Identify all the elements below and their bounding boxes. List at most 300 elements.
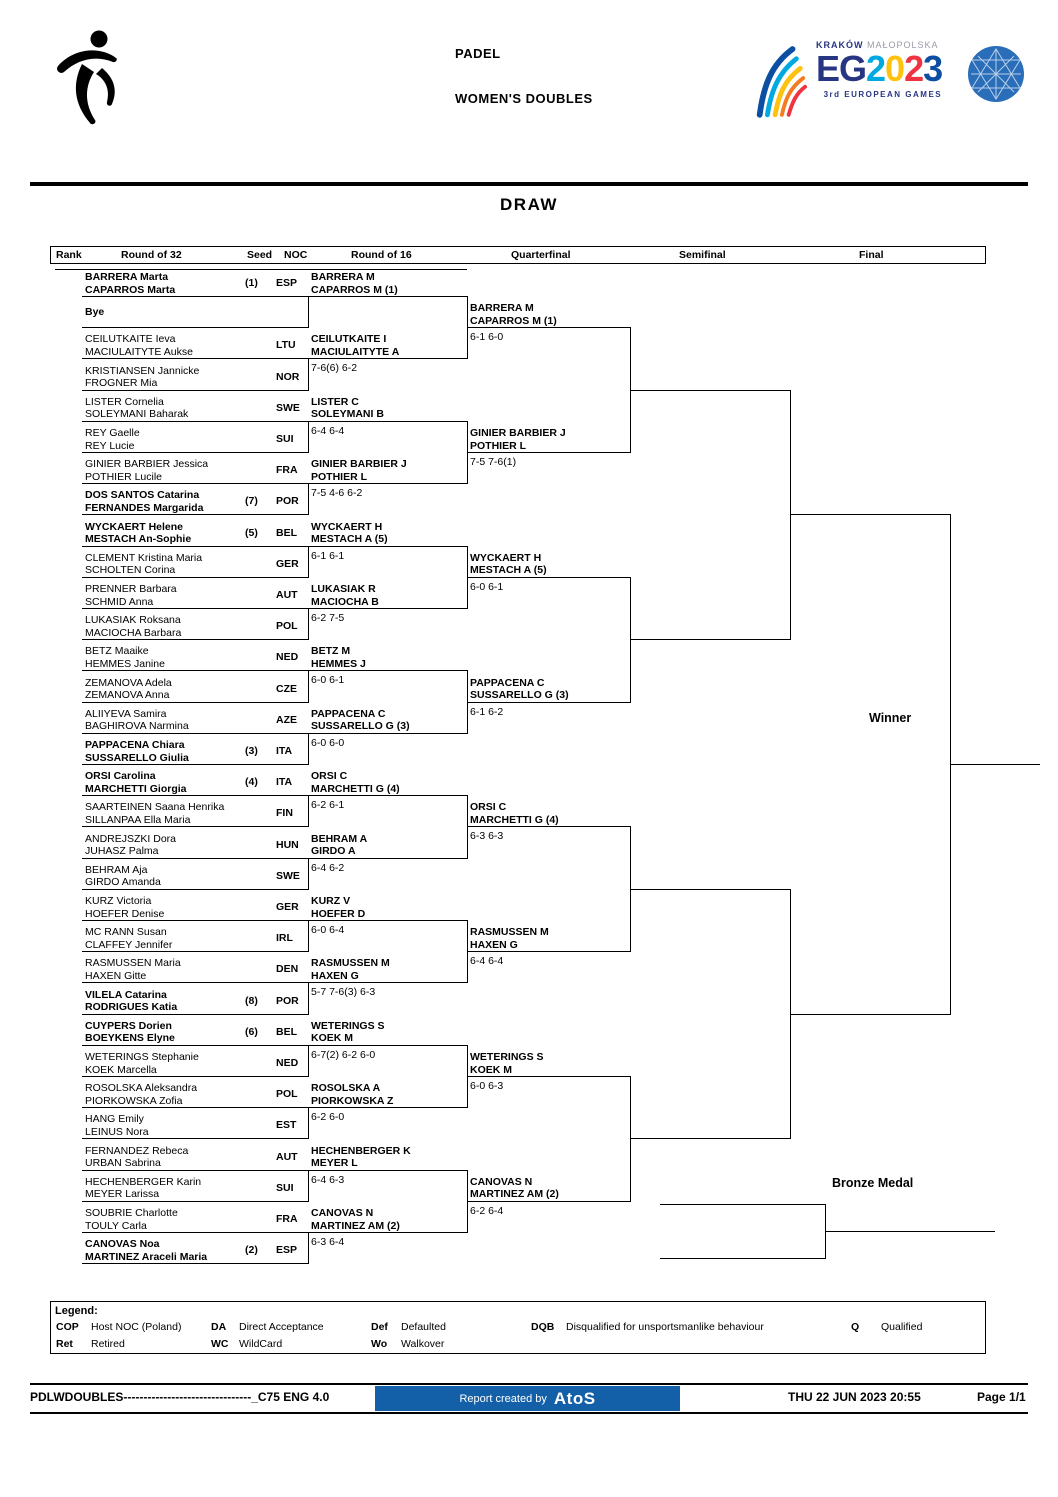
- r32-team-player2: POTHIER Lucile: [85, 470, 163, 483]
- r16-score: 6-2 7-5: [311, 612, 345, 624]
- noc-label: DEN: [276, 963, 299, 976]
- noc-label: SWE: [276, 401, 300, 414]
- noc-label: HUN: [276, 838, 299, 851]
- r32-team-player1: KRISTIANSEN Jannicke: [85, 364, 200, 377]
- r32-team-player2: BAGHIROVA Narmina: [85, 720, 189, 733]
- r16-team-player2: SUSSARELLO G (3): [311, 720, 410, 733]
- r16-score: 6-4 6-4: [311, 424, 345, 437]
- legend-abbr-cop: COP: [56, 1321, 79, 1333]
- seed-label: (2): [245, 1244, 258, 1257]
- r32-team-player2: MARCHETTI Giorgia: [85, 782, 187, 795]
- noc-label: SUI: [276, 433, 294, 445]
- col-header-final: Final: [859, 249, 884, 261]
- r32-slot-line: [82, 577, 308, 578]
- r32-team-player1: LUKASIAK Roksana: [85, 614, 181, 627]
- r32-team-player1: BETZ Maaike: [85, 645, 149, 658]
- qf-score: 6-0 6-1: [470, 580, 504, 593]
- r16-score: 6-3 6-4: [311, 1236, 345, 1248]
- header-rule: [30, 182, 1028, 186]
- r16-team-player1: HECHENBERGER K: [311, 1144, 411, 1157]
- r32-slot-line: [82, 889, 308, 890]
- r32-slot-line: [82, 483, 308, 484]
- r32-slot-line: [82, 1138, 308, 1139]
- r32-slot-line: [82, 1263, 308, 1264]
- qf-connector: [630, 327, 631, 453]
- sf-connector: [790, 889, 791, 1140]
- seed-label: (5): [245, 526, 258, 539]
- r32-slot-line: [82, 858, 308, 859]
- r32-team-player2: BOEYKENS Elyne: [85, 1032, 175, 1045]
- r32-slot-line: [82, 514, 308, 515]
- r16-score: 7-6(6) 6-2: [311, 362, 358, 375]
- r16-slot-line: [308, 982, 467, 983]
- r16-score: 6-0 6-1: [311, 674, 345, 687]
- r16-team-player1: ORSI C: [311, 770, 348, 783]
- r16-team-player1: WYCKAERT H: [311, 520, 383, 533]
- legend-abbr-def: Def: [371, 1321, 388, 1333]
- r32-team-player1: PRENNER Barbara: [85, 583, 177, 595]
- r32-slot-line: [82, 826, 308, 827]
- page-title: DRAW: [500, 195, 558, 214]
- legend-box: [50, 1301, 986, 1354]
- report-datetime: THU 22 JUN 2023 20:55: [788, 1390, 921, 1404]
- r16-team-player2: MESTACH A (5): [311, 533, 388, 546]
- r32-team-player1: DOS SANTOS Catarina: [85, 489, 200, 502]
- r32-team-player1: CANOVAS Noa: [85, 1238, 160, 1251]
- r32-slot-line: [82, 639, 308, 640]
- legend-text-q: Qualified: [881, 1321, 923, 1333]
- column-header-bar: [50, 246, 986, 264]
- col-header-rank: Rank: [56, 249, 82, 261]
- r16-connector: [467, 920, 468, 983]
- r32-team-player1: GINIER BARBIER Jessica: [85, 458, 209, 471]
- footer-rule-bottom: [30, 1412, 1028, 1414]
- r16-connector: [467, 1045, 468, 1108]
- bronze-winner-line: [825, 1231, 995, 1232]
- r32-team-player1: MC RANN Susan: [85, 926, 167, 939]
- r16-team-player2: MACIOCHA B: [311, 595, 379, 608]
- r32-connector: [308, 982, 309, 1014]
- bye-label: Bye: [85, 306, 105, 319]
- r16-team-player1: ROSOLSKA A: [311, 1082, 381, 1095]
- sf-slot-line: [630, 1138, 790, 1139]
- noc-label: ESP: [276, 277, 298, 289]
- col-header-semifinal: Semifinal: [679, 249, 726, 261]
- noc-label: BEL: [276, 1025, 297, 1038]
- sf-slot-line: [630, 639, 790, 640]
- r16-team-player2: CAPARROS M (1): [311, 283, 398, 296]
- qf-team-player1: WETERINGS S: [470, 1051, 544, 1063]
- athlete-pictogram-icon: [52, 28, 130, 128]
- qf-team-player2: HAXEN G: [470, 938, 518, 951]
- r32-team-player1: VILELA Catarina: [85, 988, 167, 1001]
- qf-slot-line: [467, 951, 630, 952]
- noc-label: AZE: [276, 713, 297, 726]
- r16-team-player2: MARTINEZ AM (2): [311, 1219, 400, 1232]
- eg-city: KRAKÓW: [816, 40, 864, 50]
- r32-team-player2: SCHMID Anna: [85, 595, 154, 608]
- r32-connector: [308, 608, 309, 640]
- report-credit-label: Report created by: [459, 1392, 547, 1405]
- qf-team-player1: CANOVAS N: [470, 1175, 533, 1188]
- noc-label: POR: [276, 495, 299, 508]
- r16-team-player1: BETZ M: [311, 645, 351, 658]
- r32-connector: [308, 795, 309, 827]
- legend-abbr-da: DA: [211, 1321, 227, 1333]
- r32-slot-line: [82, 920, 308, 921]
- r16-team-player2: HEMMES J: [311, 657, 366, 670]
- r16-team-player1: LISTER C: [311, 395, 359, 408]
- legend-text-def: Defaulted: [401, 1321, 446, 1333]
- qf-team-player2: POTHIER L: [470, 439, 527, 452]
- r16-slot-line: [308, 670, 467, 671]
- r32-team-player2: GIRDO Amanda: [85, 876, 161, 889]
- r16-score: 6-4 6-2: [311, 861, 345, 874]
- winner-line: [950, 764, 1040, 765]
- legend-abbr-ret: Ret: [56, 1338, 73, 1350]
- legend-text-ret: Retired: [91, 1338, 125, 1350]
- r32-team-player2: MESTACH An-Sophie: [85, 533, 192, 546]
- col-header-noc: NOC: [284, 249, 308, 261]
- noc-label: FIN: [276, 807, 293, 820]
- eg2023-wordmark: [816, 40, 942, 99]
- qf-team-player2: KOEK M: [470, 1063, 512, 1076]
- qf-slot-line: [467, 327, 630, 328]
- r32-slot-line: [82, 327, 308, 328]
- seed-label: (8): [245, 994, 258, 1007]
- r16-slot-line: [308, 920, 467, 921]
- r32-team-player1: LISTER Cornelia: [85, 395, 164, 408]
- doc-version: _C75 ENG 4.0: [251, 1390, 330, 1404]
- r16-slot-line: [308, 858, 467, 859]
- seed-label: (3): [245, 745, 258, 757]
- r32-team-player2: CAPARROS Marta: [85, 283, 176, 296]
- r32-team-player2: MACIOCHA Barbara: [85, 626, 182, 639]
- r32-team-player2: LEINUS Nora: [85, 1125, 149, 1138]
- qf-slot-line: [467, 826, 630, 827]
- eg2023-logo: [750, 40, 942, 120]
- qf-score: 6-2 6-4: [470, 1204, 504, 1217]
- r32-connector: [308, 858, 309, 890]
- r32-team-player1: HANG Emily: [85, 1113, 144, 1126]
- european-games-pictogram: [52, 28, 130, 133]
- r32-slot-line: [82, 296, 308, 297]
- noc-label: EST: [276, 1119, 297, 1132]
- r16-score: 6-4 6-3: [311, 1173, 345, 1186]
- r16-team-player1: KURZ V: [311, 895, 351, 907]
- noc-label: ESP: [276, 1244, 298, 1257]
- qf-team-player2: CAPARROS M (1): [470, 314, 557, 327]
- r32-team-player1: ANDREJSZKI Dora: [85, 832, 177, 845]
- r32-team-player1: ZEMANOVA Adela: [85, 676, 172, 689]
- qf-score: 6-1 6-2: [470, 705, 504, 718]
- noc-label: POL: [276, 1088, 298, 1101]
- r32-slot-line: [82, 1201, 308, 1202]
- legend-text-wo: Walkover: [401, 1338, 445, 1350]
- r32-team-player2: MARTINEZ Araceli Maria: [85, 1250, 208, 1263]
- r32-team-player1: WYCKAERT Helene: [85, 520, 184, 533]
- r32-connector: [308, 1107, 309, 1139]
- r16-team-player1: CEILUTKAITE I: [311, 333, 387, 346]
- legend-abbr-wo: Wo: [371, 1338, 388, 1350]
- event-title: WOMEN'S DOUBLES: [455, 91, 593, 106]
- r32-team-player2: JUHASZ Palma: [85, 845, 159, 858]
- r16-team-player2: MACIULAITYTE A: [311, 345, 400, 358]
- r32-team-player2: ZEMANOVA Anna: [85, 689, 170, 702]
- r16-team-player2: MEYER L: [311, 1157, 358, 1170]
- r16-team-player1: BARRERA M: [311, 271, 375, 283]
- r32-team-player2: URBAN Sabrina: [85, 1157, 161, 1170]
- r32-slot-line: [82, 702, 308, 703]
- r16-slot-line: [308, 608, 467, 609]
- r32-slot-line: [82, 982, 308, 983]
- report-credit-bar: [375, 1386, 680, 1411]
- r32-slot-line: [82, 1045, 308, 1046]
- noc-label: SUI: [276, 1181, 294, 1194]
- qf-slot-line: [467, 1076, 630, 1077]
- r16-team-player1: LUKASIAK R: [311, 583, 376, 595]
- r32-team-player1: WETERINGS Stephanie: [85, 1051, 199, 1063]
- r32-team-player2: FERNANDES Margarida: [85, 501, 204, 514]
- r32-team-player2: HOEFER Denise: [85, 907, 165, 920]
- r32-team-player1: ORSI Carolina: [85, 770, 156, 783]
- col-header-quarterfinal: Quarterfinal: [511, 249, 571, 261]
- r32-team-player2: CLAFFEY Jennifer: [85, 938, 173, 951]
- r32-slot-line: [82, 546, 308, 547]
- r32-team-player2: SCHOLTEN Corina: [85, 564, 176, 577]
- qf-score: 6-4 6-4: [470, 955, 504, 968]
- r32-team-player2: TOULY Carla: [85, 1219, 147, 1232]
- noc-label: IRL: [276, 932, 293, 945]
- r32-team-player1: SAARTEINEN Saana Henrika: [85, 801, 225, 814]
- noc-label: POR: [276, 994, 299, 1007]
- r16-slot-line: [308, 296, 467, 297]
- r16-slot-line: [308, 546, 467, 547]
- legend-title: Legend:: [55, 1305, 98, 1317]
- qf-slot-line: [467, 577, 630, 578]
- noc-label: NED: [276, 651, 299, 664]
- noc-label: AUT: [276, 1150, 298, 1163]
- r32-slot-line: [82, 1107, 308, 1108]
- r32-slot-line: [82, 608, 308, 609]
- r32-team-player2: FROGNER Mia: [85, 377, 158, 390]
- footer-rule-top: [30, 1383, 1028, 1385]
- r32-team-player1: REY Gaelle: [85, 427, 140, 439]
- noc-label: CZE: [276, 682, 297, 695]
- r16-score: 6-2 6-1: [311, 799, 345, 812]
- r32-team-player2: SUSSARELLO Giulia: [85, 751, 189, 764]
- r32-slot-line: [82, 1170, 308, 1171]
- eoc-logo: [967, 45, 1025, 108]
- qf-team-player2: MESTACH A (5): [470, 564, 547, 577]
- doc-dashes: --------------------------------: [123, 1390, 252, 1404]
- r16-connector: [467, 546, 468, 609]
- legend-abbr-dqb: DQB: [531, 1321, 555, 1333]
- r32-slot-line: [82, 951, 308, 952]
- r16-team-player2: GIRDO A: [311, 845, 356, 858]
- r32-team-player1: CEILUTKAITE Ieva: [85, 333, 176, 346]
- bronze-medal-label: Bronze Medal: [832, 1176, 914, 1190]
- qf-score: 6-0 6-3: [470, 1080, 504, 1092]
- qf-score: 6-3 6-3: [470, 830, 504, 843]
- seed-label: (7): [245, 495, 258, 508]
- r32-connector: [308, 1170, 309, 1202]
- r16-score: 6-0 6-0: [311, 736, 345, 749]
- noc-label: AUT: [276, 589, 298, 601]
- eoc-globe-icon: [967, 45, 1025, 103]
- r32-connector: [308, 670, 309, 702]
- r16-team-player2: KOEK M: [311, 1032, 353, 1045]
- r32-team-player1: BARRERA Marta: [85, 271, 169, 283]
- eg-region: MAŁOPOLSKA: [867, 40, 939, 50]
- r16-slot-line: [308, 358, 467, 359]
- r16-slot-line: [308, 1170, 467, 1171]
- winner-label: Winner: [869, 711, 912, 725]
- r16-slot-line: [308, 1232, 467, 1233]
- r16-team-player2: HAXEN G: [311, 969, 359, 982]
- r32-team-player1: CLEMENT Kristina Maria: [85, 551, 203, 564]
- r32-slot-line: [82, 452, 308, 453]
- r16-team-player2: SOLEYMANI B: [311, 408, 384, 421]
- qf-team-player2: MARTINEZ AM (2): [470, 1188, 559, 1201]
- r16-team-player2: PIORKOWSKA Z: [311, 1094, 394, 1107]
- r16-score: 6-1 6-1: [311, 549, 345, 562]
- eg2023-feather-icon: [750, 40, 808, 120]
- r32-slot-line: [82, 390, 308, 391]
- noc-label: SWE: [276, 869, 300, 882]
- r32-slot-line: [82, 358, 308, 359]
- r16-team-player2: MARCHETTI G (4): [311, 782, 400, 795]
- r32-connector: [308, 920, 309, 952]
- r16-score: 5-7 7-6(3) 6-3: [311, 986, 376, 999]
- r32-slot-line: [82, 795, 308, 796]
- final-slot-line: [790, 1014, 950, 1015]
- legend-text-dqb: Disqualified for unsportsmanlike behaviour: [566, 1321, 764, 1333]
- final-connector: [950, 514, 951, 1014]
- r32-slot-line: [82, 733, 308, 734]
- legend-abbr-q: Q: [851, 1321, 860, 1333]
- legend-text-cop: Host NOC (Poland): [91, 1321, 182, 1333]
- r16-connector: [467, 296, 468, 359]
- r16-slot-line: [308, 421, 467, 422]
- r32-slot-line: [82, 1014, 308, 1015]
- qf-team-player1: RASMUSSEN M: [470, 926, 549, 939]
- noc-label: FRA: [276, 464, 298, 477]
- r32-team-player1: RASMUSSEN Maria: [85, 957, 181, 970]
- r16-slot-line: [308, 483, 467, 484]
- qf-score: 6-1 6-0: [470, 331, 504, 344]
- r16-slot-line: [308, 795, 467, 796]
- r16-team-player1: GINIER BARBIER J: [311, 458, 407, 471]
- r32-slot-line: [82, 421, 308, 422]
- legend-text-wc: WildCard: [239, 1338, 283, 1350]
- eg-tagline: 3rd EUROPEAN GAMES: [823, 90, 943, 99]
- noc-label: BEL: [276, 526, 297, 539]
- r16-score: 6-0 6-4: [311, 924, 345, 936]
- r32-connector: [308, 1232, 309, 1264]
- r32-slot-line: [82, 1232, 308, 1233]
- qf-team-player2: MARCHETTI G (4): [470, 813, 559, 826]
- r32-team-player2: MEYER Larissa: [85, 1188, 160, 1201]
- seed-label: (6): [245, 1025, 258, 1038]
- r32-team-player2: HEMMES Janine: [85, 657, 165, 670]
- r32-team-player1: SOUBRIE Charlotte: [85, 1207, 178, 1219]
- r32-team-player2: RODRIGUES Katia: [85, 1001, 178, 1014]
- r16-team-player1: RASMUSSEN M: [311, 957, 390, 970]
- r32-team-player2: KOEK Marcella: [85, 1063, 157, 1076]
- r32-team-player2: MACIULAITYTE Aukse: [85, 345, 193, 358]
- r32-connector: [308, 546, 309, 578]
- page-number: Page 1/1: [977, 1390, 1026, 1404]
- bronze-slot-line: [660, 1204, 825, 1205]
- r32-slot-line: [82, 1076, 308, 1077]
- r16-connector: [467, 1170, 468, 1233]
- qf-score: 7-5 7-6(1): [470, 456, 517, 468]
- seed-label: (1): [245, 277, 258, 289]
- qf-slot-line: [467, 1201, 630, 1202]
- sf-slot-line: [630, 390, 790, 391]
- r16-slot-line: [308, 1107, 467, 1108]
- col-header-seed: Seed: [247, 249, 273, 261]
- atos-logo: AtoS: [553, 1388, 596, 1408]
- qf-connector: [630, 577, 631, 703]
- r16-team-player2: HOEFER D: [311, 907, 366, 920]
- legend-text-da: Direct Acceptance: [239, 1321, 324, 1333]
- r16-connector: [467, 670, 468, 733]
- r32-team-player2: SOLEYMANI Baharak: [85, 408, 189, 421]
- bracket-top-line: [55, 269, 467, 270]
- r16-team-player1: PAPPACENA C: [311, 707, 386, 720]
- legend-abbr-wc: WC: [211, 1338, 229, 1350]
- qf-slot-line: [467, 452, 630, 453]
- noc-label: NOR: [276, 370, 300, 383]
- noc-label: GER: [276, 557, 299, 570]
- doc-code: PDLWDOUBLES: [30, 1390, 124, 1404]
- qf-team-player1: BARRERA M: [470, 302, 534, 315]
- noc-label: FRA: [276, 1213, 298, 1225]
- seed-label: (4): [245, 776, 258, 789]
- r16-team-player2: POTHIER L: [311, 470, 368, 483]
- document-code: [30, 1390, 329, 1404]
- bronze-slot-line: [660, 1258, 825, 1259]
- r32-team-player1: CUYPERS Dorien: [85, 1019, 172, 1032]
- r16-slot-line: [308, 1045, 467, 1046]
- sport-title: PADEL: [455, 46, 501, 61]
- qf-team-player2: SUSSARELLO G (3): [470, 689, 569, 702]
- final-slot-line: [790, 514, 950, 515]
- r32-team-player1: ROSOLSKA Aleksandra: [85, 1082, 198, 1095]
- noc-label: NED: [276, 1057, 299, 1069]
- eg-brand: EG2023: [816, 48, 943, 89]
- col-header-round-of-16: Round of 16: [351, 249, 412, 261]
- r32-team-player1: BEHRAM Aja: [85, 863, 148, 876]
- r32-team-player1: HECHENBERGER Karin: [85, 1175, 202, 1188]
- r32-team-player1: KURZ Victoria: [85, 895, 152, 907]
- noc-label: LTU: [276, 339, 296, 352]
- r32-slot-line: [82, 764, 308, 765]
- r16-team-player1: CANOVAS N: [311, 1207, 374, 1219]
- qf-team-player1: PAPPACENA C: [470, 676, 545, 689]
- noc-label: ITA: [276, 745, 293, 757]
- qf-team-player1: ORSI C: [470, 801, 507, 814]
- r16-connector: [467, 795, 468, 858]
- r16-slot-line: [308, 733, 467, 734]
- r32-team-player2: PIORKOWSKA Zofia: [85, 1094, 183, 1107]
- col-header-round-of-32: Round of 32: [121, 249, 182, 261]
- qf-connector: [630, 1076, 631, 1202]
- qf-connector: [630, 826, 631, 952]
- qf-slot-line: [467, 702, 630, 703]
